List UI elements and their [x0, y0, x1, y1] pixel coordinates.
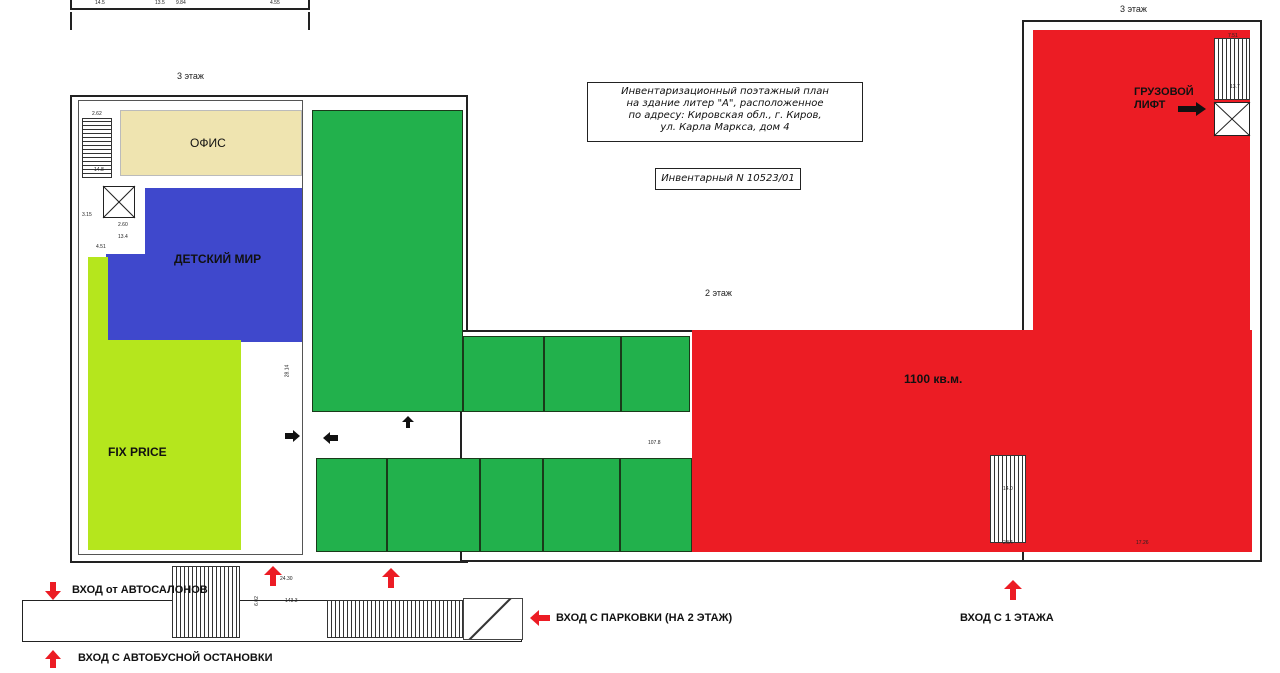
- legend-bus-stop: ВХОД С АВТОБУСНОЙ ОСТАНОВКИ: [78, 652, 273, 664]
- stairs: [172, 566, 240, 638]
- arrow-left-icon: [323, 432, 339, 444]
- dim-label: 4.51: [96, 244, 106, 250]
- arrow-up-icon: [402, 416, 414, 428]
- dim-label: 13.7: [1230, 84, 1240, 90]
- title-line: по адресу: Кировская обл., г. Киров,: [628, 110, 822, 121]
- stairwell: [1214, 38, 1250, 100]
- red-arrow-up-icon: [382, 568, 400, 588]
- inventory-number-box: [655, 168, 801, 190]
- arrow-right-icon: [285, 430, 301, 442]
- legend-autosalons: ВХОД от АВТОСАЛОНОВ: [72, 584, 208, 596]
- shop-unit[interactable]: [316, 458, 387, 552]
- shop-unit[interactable]: [620, 458, 692, 552]
- arrow-right-icon: [1178, 102, 1208, 116]
- shop-unit[interactable]: [543, 458, 620, 552]
- dim-label: 14.8: [94, 167, 104, 173]
- plan-title-box: [587, 82, 863, 142]
- red-arrow-down-icon: [45, 582, 61, 600]
- dim-label: 7.51: [1228, 33, 1238, 39]
- dim-label: 9.84: [176, 0, 186, 6]
- red-arrow-up-icon: [264, 566, 282, 586]
- stairwell: [990, 455, 1026, 543]
- floor-label: 3 этаж: [177, 71, 204, 81]
- title-line: на здание литер "А", расположенное: [626, 98, 824, 109]
- fixprice-room[interactable]: [88, 257, 108, 342]
- dim-label: 14.5: [95, 0, 105, 6]
- dim-label: 2.62: [92, 111, 102, 117]
- legend-first-floor: ВХОД С 1 ЭТАЖА: [960, 612, 1054, 624]
- floor-label: 3 этаж: [1120, 4, 1147, 14]
- shop-unit[interactable]: [463, 336, 544, 412]
- shop-unit[interactable]: [621, 336, 690, 412]
- stairs: [327, 600, 463, 638]
- lift-cross-icon: [103, 186, 135, 218]
- floor-label: 2 этаж: [705, 288, 732, 298]
- red-arrow-up-icon: [45, 650, 61, 668]
- large-retail-area[interactable]: [692, 330, 1252, 552]
- freight-lift-label: ГРУЗОВОЙ ЛИФТ: [1134, 86, 1194, 111]
- dim-label: 14.0: [1003, 486, 1013, 492]
- title-line: ул. Карла Маркса, дом 4: [660, 122, 790, 133]
- dim-label: 143.3: [285, 598, 298, 604]
- kids-world-label: ДЕТСКИЙ МИР: [174, 252, 262, 266]
- dim-label: 2.60: [118, 222, 128, 228]
- dim-label: 13.5: [155, 0, 165, 6]
- shop-unit[interactable]: [544, 336, 621, 412]
- ramp: [463, 598, 523, 640]
- inventory-number: Инвентарный N 10523/01: [661, 173, 795, 184]
- red-arrow-left-icon: [530, 610, 550, 626]
- wall-line: [70, 12, 310, 30]
- shop-unit[interactable]: [312, 110, 463, 412]
- dim-label: 2.54: [1003, 540, 1013, 546]
- dim-label: 28.14: [284, 364, 291, 378]
- shop-unit[interactable]: [387, 458, 480, 552]
- dim-label: 4.55: [270, 0, 280, 6]
- fixprice-label: FIX PRICE: [108, 445, 167, 459]
- dim-label: 6.02: [253, 596, 260, 606]
- office-label: ОФИС: [190, 136, 226, 150]
- dim-label: 107.8: [648, 440, 661, 446]
- shop-unit[interactable]: [480, 458, 543, 552]
- area-label: 1100 кв.м.: [904, 372, 963, 386]
- dim-label: 13.4: [118, 234, 128, 240]
- red-arrow-up-icon: [1004, 580, 1022, 600]
- dim-label: 3.15: [82, 212, 92, 218]
- legend-parking: ВХОД С ПАРКОВКИ (НА 2 ЭТАЖ): [556, 612, 733, 624]
- lift-cross-icon: [1214, 102, 1250, 136]
- kids-world-room-extension[interactable]: [106, 254, 151, 342]
- title-line: Инвентаризационный поэтажный план: [621, 86, 829, 97]
- dim-label: 17.26: [1136, 540, 1149, 546]
- dim-label: 24.30: [280, 576, 293, 582]
